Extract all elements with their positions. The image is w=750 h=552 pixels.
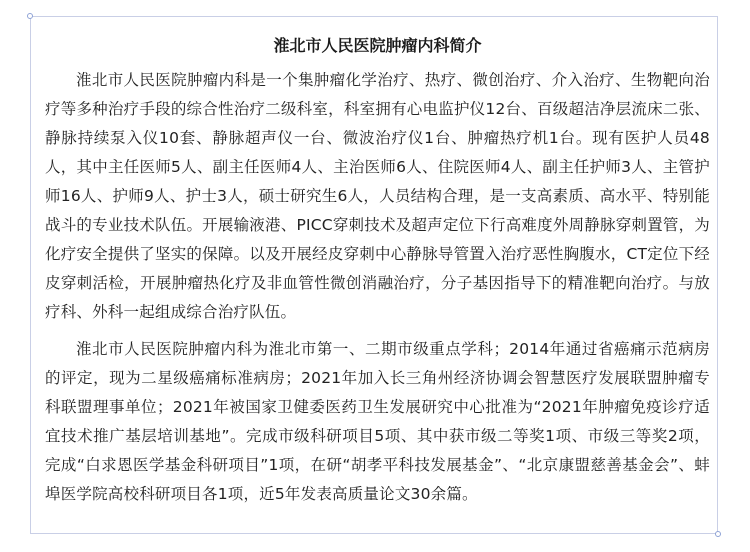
document-body	[45, 34, 710, 509]
paragraph-introduction: 淮北市人民医院肿瘤内科是一个集肿瘤化学治疗、热疗、微创治疗、介入治疗、生物靶向治疗等多种治疗手段的综合性治疗二级科室，科室拥有心电监护仪12台、百级超洁净层流床二张、静脉持续泵入仪10套、静脉超声仪一台、微波治疗仪1台、肿瘤热疗机1台。现有医护人员48人，其中主任医师5人、副主任医师4人、主治医师6人、住院医师4人、副主任护师3人、主管护师16人、护师9人、护士3人，硕士研究生6人，人员结构合理，是一支高素质、高水平、特别能战斗的专业技术队伍。开展输液港、PICC穿刺技术及超声定位下行高难度外周静脉穿刺置管，为化疗安全提供了坚实的保障。以及开展经皮穿刺中心静脉导管置入治疗恶性胸腹水，CT定位下经皮穿刺活检，开展肿瘤热化疗及非血管性微创消融治疗，分子基因指导下的精准靶向治疗。与放疗科、外科一起组成综合治疗队伍。	[45, 71, 710, 321]
resize-handle-top-left[interactable]	[27, 13, 33, 19]
document-title: 淮北市人民医院肿瘤内科简介	[273, 36, 482, 55]
resize-handle-bottom-right[interactable]	[715, 531, 721, 537]
paragraph-achievements: 淮北市人民医院肿瘤内科为淮北市第一、二期市级重点学科；2014年通过省癌痛示范病房的评定，现为二星级癌痛标准病房；2021年加入长三角州经济协调会智慧医疗发展联盟肿瘤专科联盟理事单位；2021年被国家卫健委医药卫生发展研究中心批准为“2021年肿瘤免疫诊疗适宜技术推广基层培训基地”。完成市级科研项目5项、其中获市级二等奖1项、市级三等奖2项，完成“白求恩医学基金科研项目”1项，在研“胡孝平科技发展基金”、“北京康盟慈善基金会”、蚌埠医学院高校科研项目各1项，近5年发表高质量论文30余篇。	[45, 340, 710, 503]
